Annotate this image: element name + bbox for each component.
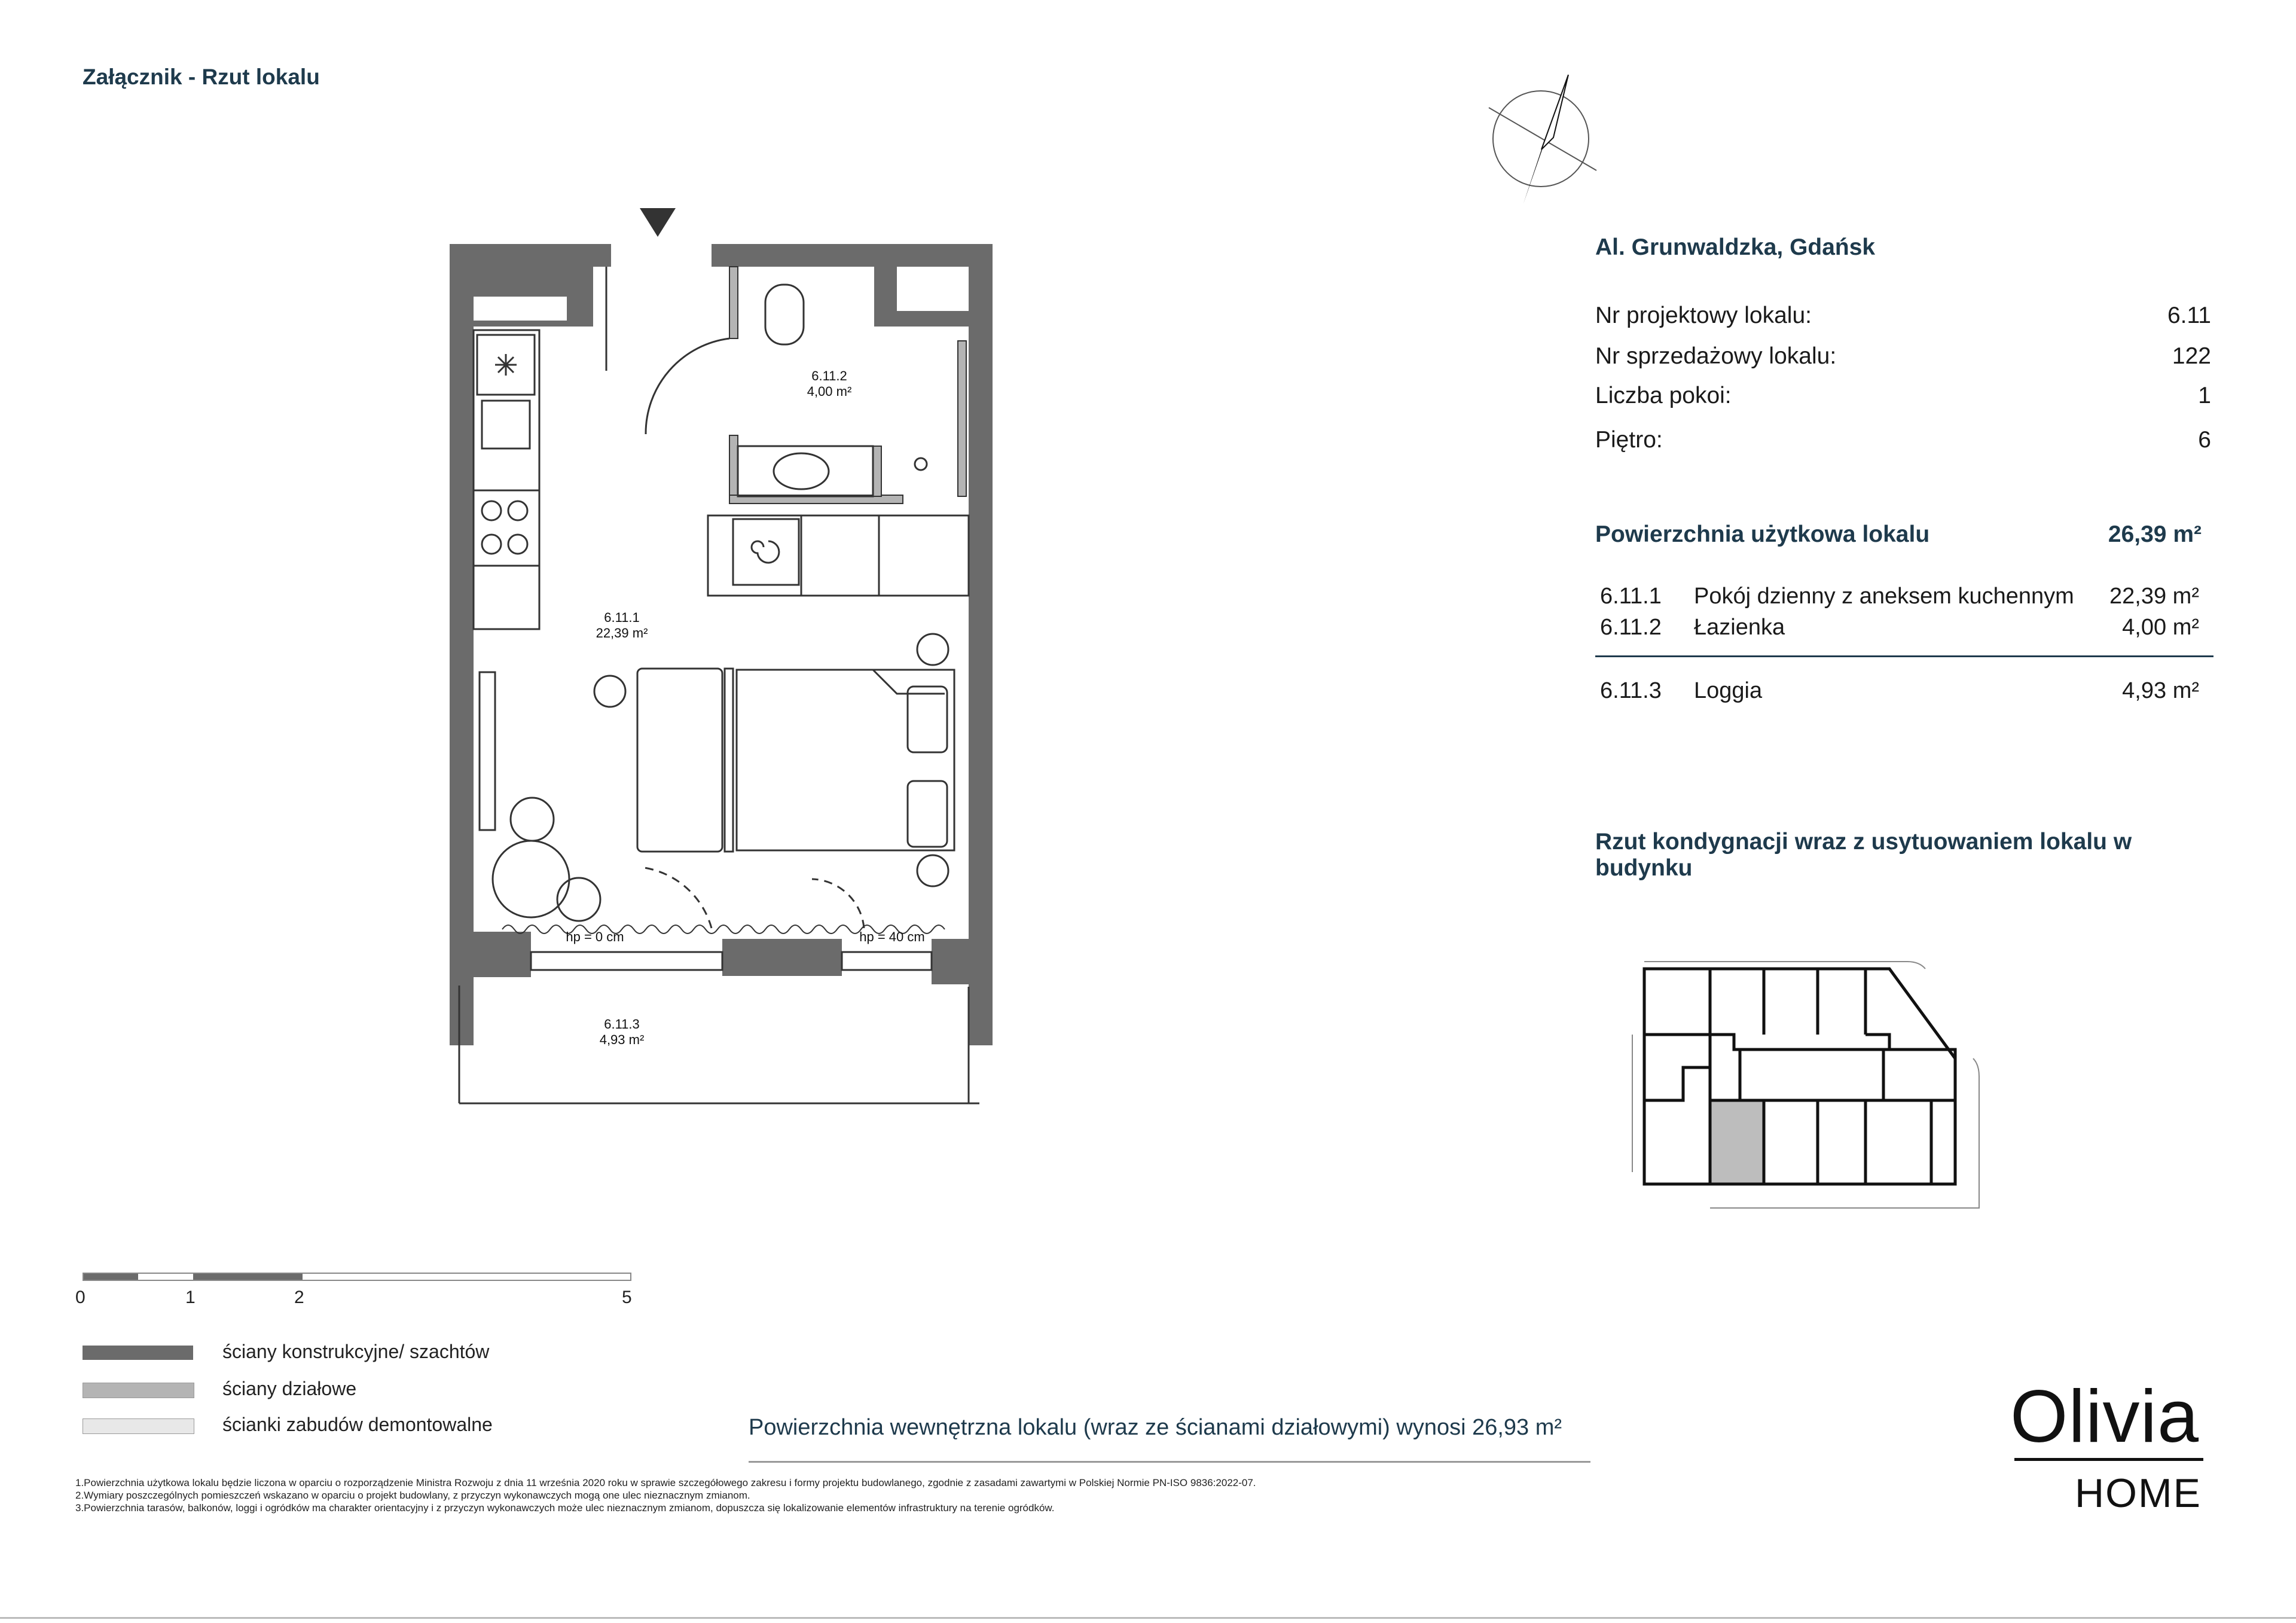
address: Al. Grunwaldzka, Gdańsk [1595,234,1876,260]
room-id: 6.11.3 [1600,678,1662,703]
scale-label: 0 [75,1288,86,1307]
room-area: 22,39 m² [2109,584,2199,609]
logo-home: HOME [2075,1471,2202,1516]
info-row [1595,383,2211,409]
footnote: 1.Powierzchnia użytkowa lokalu będzie liczona w oparciu o rozporządzenie Ministra Rozwoju z dnia 11 września 2020 roku w sprawie szczegółowego zakresu i formy projektu budowlanego, zgodnie z zasadami zawartymi w Polskiej Normie PN-ISO 9836:2022-07. [75,1477,1256,1488]
room-name: Łazienka [1694,615,1785,640]
building-key-plan [1620,945,1991,1220]
legend-label: ścianki zabudów demontowalne [222,1414,493,1435]
scale-segment [84,1274,138,1280]
room-name: Loggia [1694,678,1763,703]
info-value: 6 [2198,427,2211,453]
info-label: Liczba pokoi: [1595,383,1732,408]
hp-right-label: hp = 40 cm [859,929,925,944]
loggia [459,952,979,1103]
info-label: Piętro: [1595,427,1663,453]
summary-divider [749,1461,1590,1463]
room-id: 6.11.1 [1600,584,1662,609]
internal-area-summary: Powierzchnia wewnętrzna lokalu (wraz ze ścianami działowymi) wynosi 26,93 m² [749,1415,1562,1440]
legend-label: ściany konstrukcyjne/ szachtów [222,1341,490,1362]
room2-area: 4,00 m² [807,384,852,399]
divider [1595,655,2213,657]
kitchen-unit [474,330,539,629]
room-name: Pokój dzienny z aneksem kuchennym [1694,584,2074,609]
footnote: 2.Wymiary poszczególnych pomieszczeń wskazano w oparciu o projekt budowlany, z przyczyn wykonawczych mogą one ulec nieznacznym zmianom. [75,1490,750,1501]
room2-id: 6.11.2 [811,368,847,383]
legend-swatch-demountable [83,1418,194,1434]
info-value: 6.11 [2167,303,2211,328]
usable-area [1595,521,2202,548]
footnote: 3.Powierzchnia tarasów, balkonów, loggi i ogródków ma charakter orientacyjny i z przyczyn wykonawczych może ulec nieznacznym zmianom, dopuszcza się lokalizowanie elementów infrastruktury na terenie ogródków. [75,1502,1055,1514]
info-value: 122 [2172,343,2211,369]
logo-divider [2014,1458,2203,1461]
scale-segment [193,1274,303,1280]
page-title: Załącznik - Rzut lokalu [83,65,320,89]
scale-label: 5 [622,1288,632,1307]
scale-label: 2 [294,1288,304,1307]
logo-olivia: Olivia [2010,1375,2200,1458]
scale-bar [83,1273,631,1281]
hp-left-label: hp = 0 cm [566,929,624,944]
apartment-location-highlight [1710,1100,1764,1184]
usable-area-label: Powierzchnia użytkowa lokalu [1595,521,1930,547]
legend-label: ściany działowe [222,1378,357,1399]
info-row [1595,303,2211,329]
room1-id: 6.11.1 [604,610,640,625]
legend-swatch-partition [83,1383,194,1398]
info-value: 1 [2198,383,2211,408]
page-bottom-line [0,1617,2296,1619]
info-row [1595,427,2211,453]
scale-label: 1 [185,1288,196,1307]
usable-area-value: 26,39 m² [2108,521,2202,547]
info-label: Nr projektowy lokalu: [1595,303,1812,328]
info-row [1595,343,2211,370]
room1-area: 22,39 m² [596,626,648,640]
room-area: 4,93 m² [2122,678,2199,703]
room-area: 4,00 m² [2122,615,2199,640]
bed [594,634,954,886]
location-title: Rzut kondygnacji wraz z usytuowaniem lokalu w budynku [1595,829,2132,881]
entrance-marker-icon [640,208,676,237]
floor-plan [442,197,1004,1130]
info-label: Nr sprzedażowy lokalu: [1595,343,1837,369]
dining-set [480,672,600,921]
wardrobe [708,515,969,596]
room3-id: 6.11.3 [604,1017,640,1032]
compass-icon [1483,66,1614,209]
room-id: 6.11.2 [1600,615,1662,640]
legend-swatch-structural [83,1346,193,1360]
room3-area: 4,93 m² [599,1032,645,1047]
